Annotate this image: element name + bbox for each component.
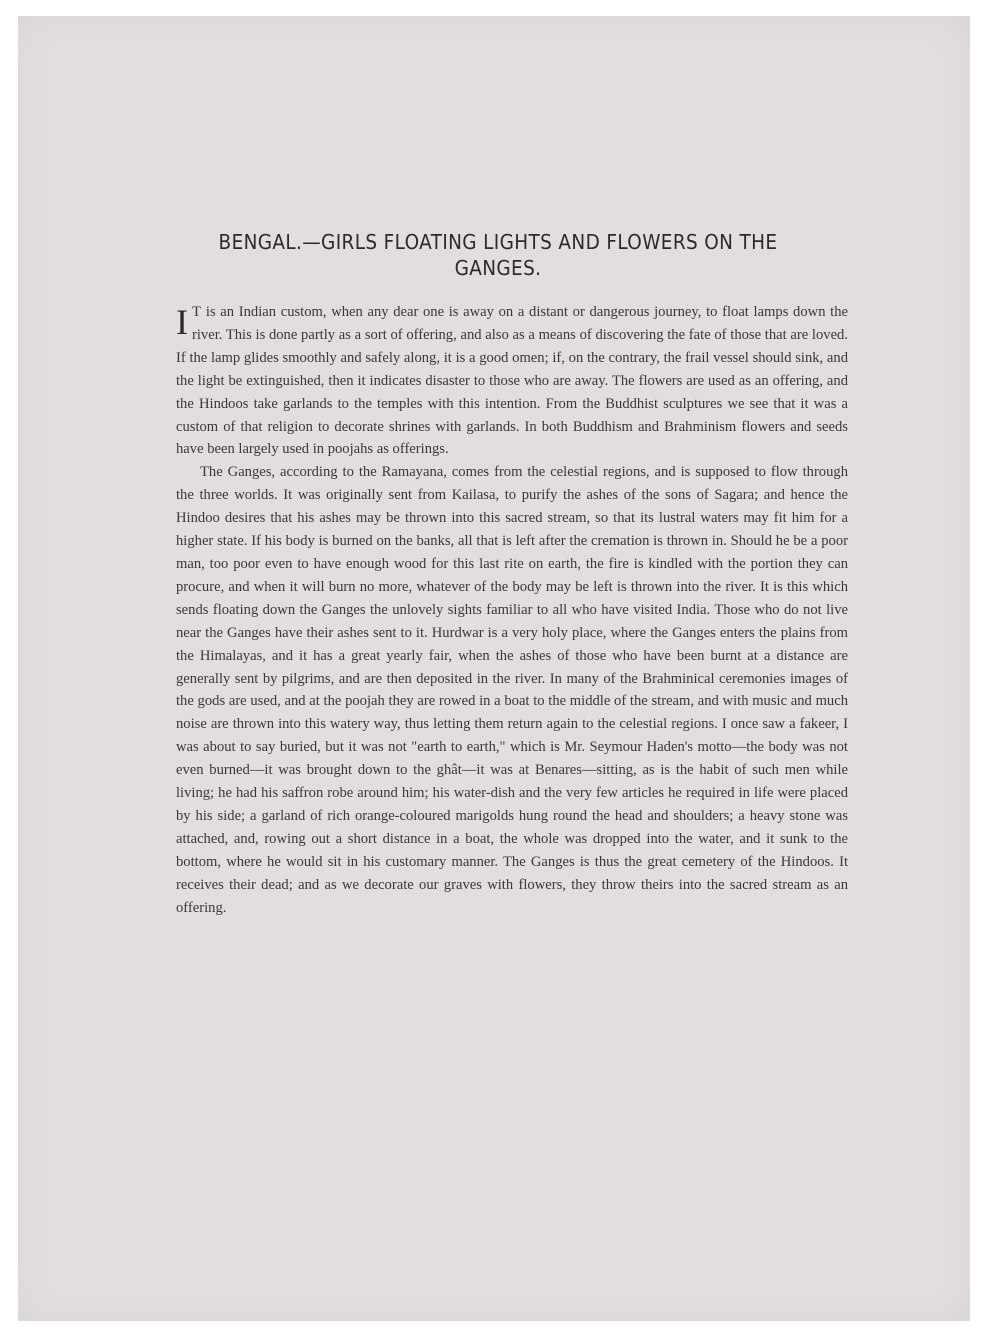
article-body (176, 301, 848, 919)
paragraph-1-lead: T (192, 304, 202, 320)
page-title: BENGAL.—GIRLS FLOATING LIGHTS AND FLOWERS ON THE GANGES. (218, 230, 778, 280)
paragraph-2: The Ganges, according to the Ramayana, comes from the celestial regions, and is supposed to flow through the three worlds. It was originally sent from Kailasa, to purify the ashes of the sons of Sagara; and hence the Hindoo desires that his ashes may be thrown into this sacred stream, so that its lustral waters may fit him for a higher state. If his body is burned on the banks, all that is left after the cremation is thrown in. Should he be a poor man, too poor even to have enough wood for this last rite on earth, the fire is kindled with the portion they can procure, and when it will burn no more, whatever of the body may be left is thrown into the river. It is this which sends floating down the Ganges the unlovely sights familiar to all who have visited India. Those who do not live near the Ganges have their ashes sent to it. Hurdwar is a very holy place, where the Ganges enters the plains from the Himalayas, and it has a great yearly fair, when the ashes of those who have been burnt at a distance are generally sent by pilgrims, and are then deposited in the river. In many of the Brahminical ceremonies images of the gods are used, and at the poojah they are rowed in a boat to the middle of the stream, and with music and much noise are thrown into this watery way, thus letting them return again to the celestial regions. I once saw a fakeer, I was about to say buried, but it was not "earth to earth," which is Mr. Seymour Haden's motto—the body was not even burned—it was brought down to the ghât—it was at Benares—sitting, as is the habit of such men while living; he had his saffron robe around him; his water-dish and the very few articles he required in life were placed by his side; a garland of rich orange-coloured marigolds hung round the head and shoulders; a heavy stone was attached, and, rowing out a short distance in a boat, the whole was dropped into the water, and it sunk to the bottom, where he would sit in his customary manner. The Ganges is thus the great cemetery of the Hindoos. It receives their dead; and as we decorate our graves with flowers, they throw theirs into the sacred stream as an offering. (176, 464, 848, 916)
paragraph-1-text: is an Indian custom, when any dear one is away on a distant or dangerous journey, to float lamps down the river. This is done partly as a sort of offering, and also as a means of discovering the fate of those that are loved. If the lamp glides smoothly and safely along, it is a good omen; if, on the contrary, the frail vessel should sink, and the light be extinguished, then it indicates disaster to those who are away. The flowers are used as an offering, and the Hindoos take garlands to the temples with this intention. From the Buddhist sculptures we see that it was a custom of that religion to decorate shrines with garlands. In both Buddhism and Brahminism flowers and seeds have been largely used in poojahs as offerings. (176, 304, 848, 458)
paragraph-1 (176, 301, 848, 461)
drop-cap: I (176, 302, 188, 342)
book-page (18, 16, 970, 1321)
